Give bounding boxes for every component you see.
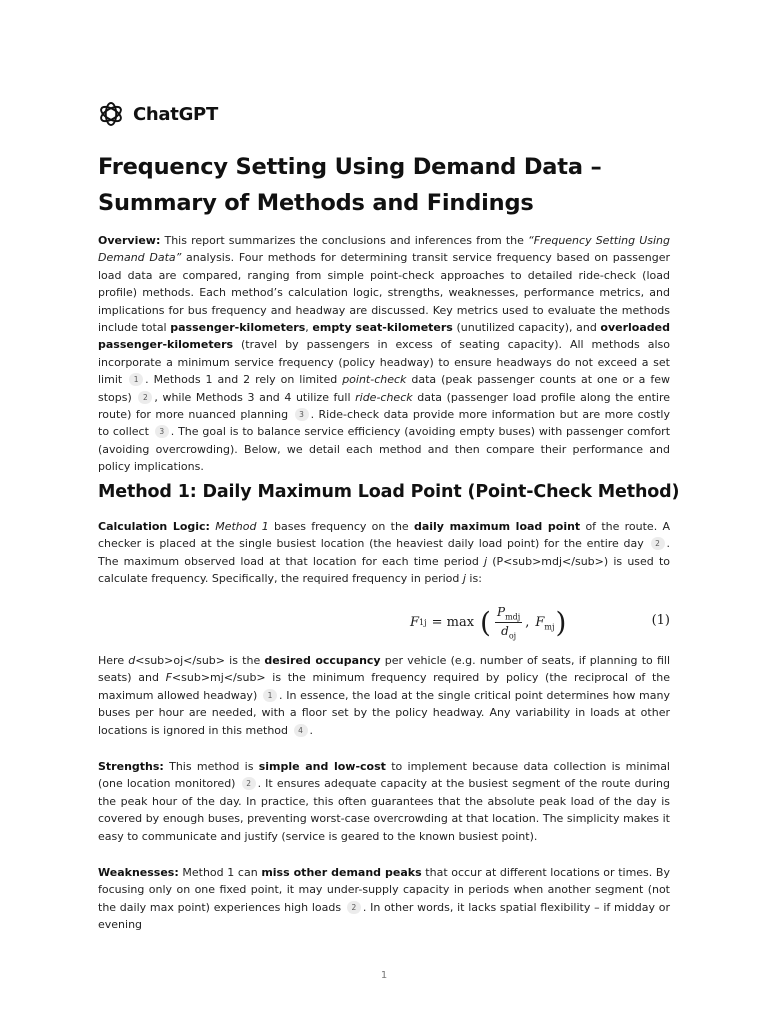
- citation-badge[interactable]: 2: [242, 777, 256, 790]
- weaknesses-paragraph: Weaknesses: Method 1 can miss other demand peaks that occur at different locations or times. By focusing only on one fixed point, it may under-supply capacity in periods when another segment (not the daily max point) experiences high loads 2 . In other words, it lacks spatial flexibility – if midday or evening: [98, 866, 670, 932]
- equation-fraction: $\frac{P_{mdj}}{d_{oj}}$: [496, 605, 521, 641]
- brand-name: ChatGPT: [133, 103, 218, 125]
- citation-badge[interactable]: 3: [155, 425, 169, 438]
- equation-number: (1): [651, 613, 670, 628]
- citation-badge[interactable]: 3: [295, 408, 309, 421]
- calculation-logic-paragraph: Calculation Logic: Method 1 bases frequency on the daily maximum load point of the route. A checker is placed at the single busiest location (the heaviest daily load point) for the entire day 2 . The maximum observed load at that location for each time period j (P<sub>mdj</sub>) is used to calculate frequency. Specifically, the required frequency in period j is:: [98, 520, 670, 586]
- openai-logo-icon: [98, 101, 124, 127]
- equation-body: F 1j = max ( $\frac{P_{mdj}}{d_{oj}}$ , $F_{mj}$ ): [410, 605, 567, 641]
- overview-label: Overview:: [98, 234, 161, 247]
- here-paragraph: Here d<sub>oj</sub> is the desired occupancy per vehicle (e.g. number of seats, if planning to fill seats) and F<sub>mj</sub> is the minimum frequency required by policy (the reciprocal of the maximum allowed headway) 1 . In essence, the load at the single critical point determines how many buses per hour are needed, with a floor set by the policy headway. Any variability in loads at other locations is ignored in this method 4 .: [98, 654, 671, 737]
- strengths-paragraph: Strengths: This method is simple and low-cost to implement because data collection is minimal (one location monitored) 2 . It ensures adequate capacity at the busiest segment of the route during the peak hour of the day. In practice, this often guarantees that the absolute peak load of the day is covered by enough buses, preventing worst-case overcrowding at that location. The simplicity makes it easy to communicate and justify (service is geared to the known busiest point).: [98, 760, 670, 843]
- citation-badge[interactable]: 4: [294, 724, 308, 737]
- citation-badge[interactable]: 2: [651, 537, 665, 550]
- method1-heading: Method 1: Daily Maximum Load Point (Point-Check Method): [98, 482, 680, 502]
- citation-badge[interactable]: 2: [138, 391, 152, 404]
- overview-paragraph: Overview: This report summarizes the conclusions and inferences from the “Frequency Setting Using Demand Data” analysis. Four methods for determining transit service frequency based on passenger load data are compared, ranging from simple point-check approaches to detailed ride-check (load profile) methods. Each method’s calculation logic, strengths, weaknesses, performance metrics, and implications for bus frequency and headway are discussed. Key metrics used to evaluate the methods include total passenger-kilometers, empty seat-kilometers (unutilized capacity), and overloaded passenger-kilometers (travel by passengers in excess of seating capacity). All methods also incorporate a minimum service frequency (policy headway) to ensure headways do not exceed a set limit 1 . Methods 1 and 2 rely on limited point-check data (peak passenger counts at one or a few stops) 2 , while Methods 3 and 4 utilize full ride-check data (passenger load profile along the entire route) for more nuanced planning 3 . Ride-check data provide more information but are more costly to collect 3 . The goal is to balance service efficiency (avoiding empty buses) with passenger comfort (avoiding overcrowding). Below, we detail each method and then compare their performance and policy implications.: [98, 234, 671, 474]
- citation-badge[interactable]: 1: [263, 689, 277, 702]
- page-number: 1: [380, 970, 388, 981]
- citation-badge[interactable]: 1: [129, 373, 143, 386]
- document-title: Frequency Setting Using Demand Data – Summary of Methods and Findings: [98, 154, 602, 216]
- brand-header: [98, 101, 218, 127]
- citation-badge[interactable]: 2: [347, 901, 361, 914]
- equation-1: [98, 601, 670, 645]
